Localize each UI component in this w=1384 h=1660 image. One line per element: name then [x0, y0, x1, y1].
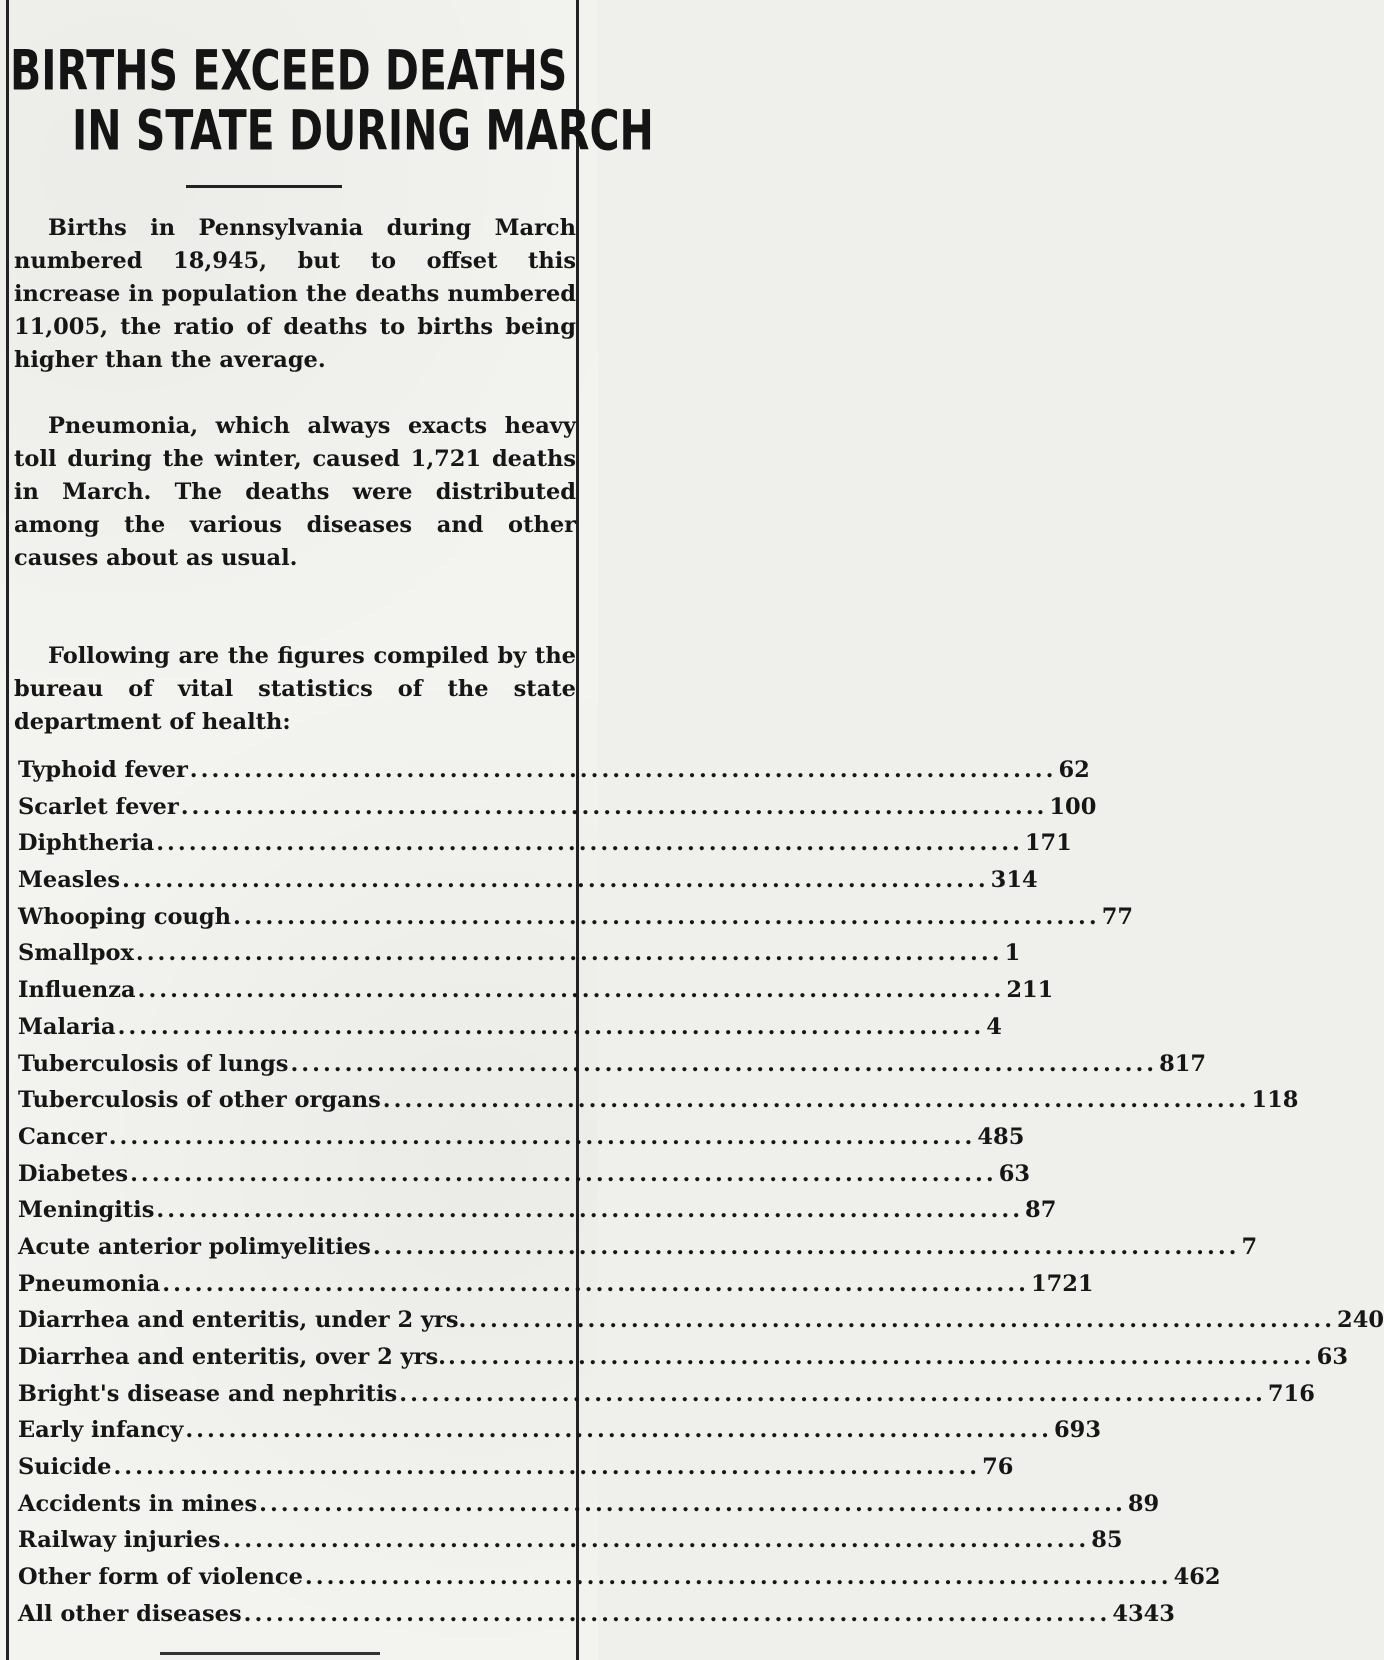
cause-of-death-label: Other form of violence — [18, 1564, 303, 1591]
cause-of-death-label: Diarrhea and enteritis, over 2 yrs. — [18, 1344, 446, 1370]
statistics-row — [18, 1417, 1101, 1454]
death-count-value: 87 — [1025, 1197, 1057, 1224]
death-count-value: 62 — [1058, 757, 1090, 783]
statistics-row — [18, 977, 1054, 1014]
article-paragraph-3: Following are the figures compiled by the bureau of vital statistics of the state department of health: — [14, 643, 576, 735]
cause-of-death-label: Tuberculosis of other organs — [18, 1087, 381, 1114]
statistics-row — [18, 1490, 1160, 1528]
death-count-value: 314 — [990, 867, 1038, 894]
statistics-row — [18, 1123, 1025, 1161]
dot-leader: ................................................................................ — [156, 830, 1023, 857]
statistics-row — [18, 1527, 1123, 1564]
statistics-row — [18, 1050, 1207, 1088]
statistics-row — [18, 830, 1072, 867]
dot-leader: ................................................................................ — [382, 1087, 1250, 1114]
dot-leader: ................................................................................ — [372, 1233, 1240, 1260]
statistics-row — [18, 1380, 1315, 1418]
statistics-row — [18, 1344, 1348, 1381]
cause-of-death-label: Diarrhea and enteritis, under 2 yrs. — [18, 1307, 467, 1334]
statistics-row — [18, 1600, 1175, 1638]
death-count-value: 89 — [1127, 1490, 1160, 1517]
dot-leader: ................................................................................ — [130, 1160, 997, 1187]
death-count-value: 100 — [1049, 793, 1097, 820]
statistics-row — [18, 1087, 1299, 1124]
death-count-value: 63 — [1316, 1344, 1348, 1370]
cause-of-death-label: Suicide — [18, 1454, 112, 1481]
cause-of-death-label: Whooping cough — [18, 903, 232, 930]
dot-leader: ................................................................................ — [137, 977, 1005, 1004]
statistics-row — [18, 1013, 1002, 1051]
statistics-row — [18, 1197, 1057, 1234]
cause-of-death-label: Smallpox — [18, 940, 134, 967]
cause-of-death-label: Tuberculosis of lungs — [18, 1050, 289, 1077]
death-count-value: 716 — [1267, 1380, 1315, 1407]
death-count-value: 1721 — [1030, 1270, 1094, 1297]
cause-of-death-label: Diphtheria — [18, 830, 155, 857]
cause-of-death-label: Cancer — [18, 1123, 107, 1150]
cause-of-death-label: Accidents in mines — [18, 1490, 258, 1517]
death-count-value: 485 — [977, 1123, 1025, 1150]
death-count-value: 77 — [1101, 903, 1133, 930]
dot-leader: ................................................................................ — [290, 1050, 1158, 1077]
dot-leader: ................................................................................ — [304, 1564, 1172, 1591]
cause-of-death-label: Railway injuries — [18, 1527, 221, 1554]
death-count-value: 693 — [1054, 1417, 1101, 1444]
statistics-row — [18, 793, 1097, 831]
death-count-value: 171 — [1024, 830, 1072, 857]
dot-leader: ................................................................................ — [243, 1600, 1111, 1627]
dot-leader: ................................................................................ — [117, 1013, 985, 1040]
article-paragraph-2: Pneumonia, which always exacts heavy toll during the winter, caused 1,721 deaths in March. The deaths were distributed among the various diseases and other causes about as usual. — [14, 413, 576, 571]
dot-leader: ................................................................................ — [180, 793, 1048, 820]
death-count-value: 4343 — [1112, 1600, 1175, 1627]
death-count-value: 462 — [1173, 1564, 1221, 1591]
death-count-value: 76 — [982, 1454, 1014, 1481]
dot-leader: ................................................................................ — [113, 1454, 981, 1481]
dot-leader: ................................................................................ — [222, 1527, 1090, 1554]
headline-divider — [186, 185, 342, 188]
left-column-rule — [6, 0, 9, 1660]
statistics-row — [18, 903, 1133, 941]
death-count-value: 211 — [1006, 977, 1054, 1004]
dot-leader: ................................................................................ — [156, 1197, 1024, 1224]
death-count-value: 85 — [1091, 1527, 1123, 1554]
dot-leader: ................................................................................ — [135, 940, 1003, 967]
death-count-value: 817 — [1159, 1050, 1207, 1077]
statistics-row — [18, 1270, 1094, 1308]
dot-leader: ................................................................................ — [448, 1344, 1315, 1370]
cause-of-death-label: Diabetes — [18, 1160, 129, 1187]
statistics-row — [18, 1160, 1031, 1198]
dot-leader: ................................................................................ — [108, 1123, 976, 1150]
statistics-row — [18, 1564, 1221, 1601]
cause-of-death-label: Meningitis — [18, 1197, 155, 1224]
dot-leader: ................................................................................ — [162, 1270, 1029, 1297]
statistics-row — [18, 757, 1090, 794]
bottom-divider — [160, 1652, 380, 1655]
cause-of-death-label: Influenza — [18, 977, 136, 1004]
death-count-value: 7 — [1241, 1233, 1258, 1260]
headline-line-2: IN STATE DURING MARCH — [72, 98, 654, 163]
death-statistics-table — [18, 757, 1384, 1638]
cause-of-death-label: Bright's disease and nephritis — [18, 1380, 398, 1407]
cause-of-death-label: Malaria — [18, 1013, 116, 1040]
dot-leader: ................................................................................ — [185, 1417, 1053, 1444]
statistics-row — [18, 867, 1038, 904]
cause-of-death-label: Typhoid fever — [18, 757, 188, 783]
death-count-value: 118 — [1251, 1087, 1299, 1114]
cause-of-death-label: Acute anterior polimyelities — [18, 1233, 371, 1260]
dot-leader: ................................................................................ — [233, 903, 1100, 930]
dot-leader: ................................................................................ — [399, 1380, 1266, 1407]
dot-leader: ................................................................................ — [468, 1307, 1336, 1334]
dot-leader: ................................................................................ — [189, 757, 1057, 783]
death-count-value: 240 — [1337, 1307, 1384, 1334]
cause-of-death-label: Pneumonia — [18, 1270, 161, 1297]
death-count-value: 4 — [986, 1013, 1002, 1040]
cause-of-death-label: Scarlet fever — [18, 793, 179, 820]
dot-leader: ................................................................................ — [259, 1490, 1126, 1517]
cause-of-death-label: Measles — [18, 867, 120, 894]
death-count-value: 1 — [1004, 940, 1021, 967]
cause-of-death-label: All other diseases — [18, 1600, 242, 1627]
death-count-value: 63 — [998, 1160, 1031, 1187]
article-paragraph-1: Births in Pennsylvania during March numbered 18,945, but to offset this increase in population the deaths numbered 11,005, the ratio of deaths to births being higher than the average. — [14, 215, 576, 373]
statistics-row — [18, 1307, 1384, 1344]
statistics-row — [18, 1233, 1258, 1271]
statistics-row — [18, 940, 1021, 977]
statistics-row — [18, 1454, 1014, 1491]
dot-leader: ................................................................................ — [122, 867, 989, 894]
cause-of-death-label: Early infancy — [18, 1417, 184, 1444]
headline-line-1: BIRTHS EXCEED DEATHS — [10, 38, 568, 103]
